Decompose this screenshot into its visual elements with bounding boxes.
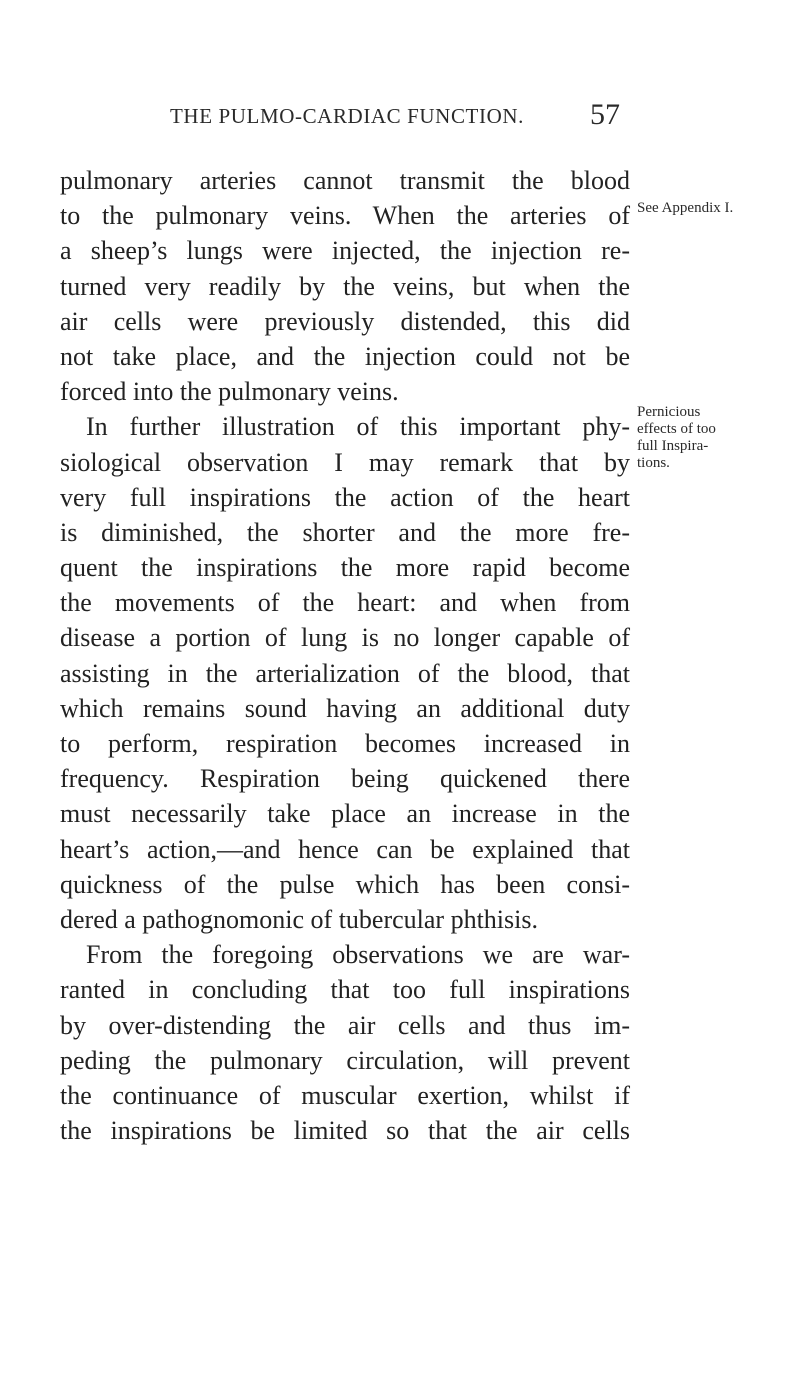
margin-note-line: Pernicious bbox=[637, 404, 701, 420]
text-line: the continuance of muscular exertion, whilst if bbox=[60, 1080, 630, 1110]
text-line: heart’s action,—and hence can be explained that bbox=[60, 834, 630, 864]
text-line: quickness of the pulse which has been consi- bbox=[60, 869, 630, 899]
body-text bbox=[60, 163, 630, 1148]
page-number: 57 bbox=[590, 98, 620, 131]
margin-note-line: effects of too bbox=[637, 421, 716, 437]
text-line: pulmonary arteries cannot transmit the blood bbox=[60, 166, 630, 195]
margin-note-pernicious bbox=[637, 404, 716, 472]
text-line: dered a pathognomonic of tubercular phthisis. bbox=[60, 904, 538, 934]
running-title: THE PULMO-CARDIAC FUNCTION. bbox=[170, 104, 524, 128]
margin-note-line: full Inspira- bbox=[637, 438, 709, 454]
text-line: disease a portion of lung is no longer capable of bbox=[60, 623, 630, 653]
text-line: to the pulmonary veins. When the arteries of bbox=[60, 201, 630, 231]
margin-note-appendix bbox=[637, 198, 733, 218]
text-line: assisting in the arterialization of the blood, that bbox=[60, 658, 630, 688]
text-line: a sheep’s lungs were injected, the injection re- bbox=[60, 236, 630, 266]
text-line: must necessarily take place an increase in the bbox=[60, 799, 630, 829]
text-line: which remains sound having an additional duty bbox=[60, 693, 630, 723]
text-line: to perform, respiration becomes increased in bbox=[60, 729, 630, 758]
text-line: forced into the pulmonary veins. bbox=[60, 377, 399, 407]
text-line: the movements of the heart: and when from bbox=[60, 588, 630, 618]
text-line: the inspirations be limited so that the air cells bbox=[60, 1116, 630, 1146]
margin-note-line: tions. bbox=[637, 455, 670, 471]
text-line: is diminished, the shorter and the more fre- bbox=[60, 517, 630, 547]
running-head bbox=[0, 98, 800, 134]
text-line: by over-distending the air cells and thus im- bbox=[60, 1010, 630, 1040]
text-line: very full inspirations the action of the heart bbox=[60, 482, 630, 512]
text-line: turned very readily by the veins, but when the bbox=[60, 271, 630, 301]
text-line: ranted in concluding that too full inspirations bbox=[60, 975, 630, 1005]
text-line: In further illustration of this important phy- bbox=[86, 412, 630, 442]
text-line: From the foregoing observations we are war- bbox=[86, 940, 630, 970]
text-line: not take place, and the injection could not be bbox=[60, 341, 630, 371]
text-line: air cells were previously distended, this did bbox=[60, 306, 630, 336]
text-line: frequency. Respiration being quickened there bbox=[60, 764, 630, 794]
text-line: peding the pulmonary circulation, will prevent bbox=[60, 1045, 630, 1075]
text-line: quent the inspirations the more rapid become bbox=[60, 553, 630, 583]
margin-note-line: See Appendix I. bbox=[637, 200, 734, 216]
text-line: siological observation I may remark that by bbox=[60, 447, 630, 477]
